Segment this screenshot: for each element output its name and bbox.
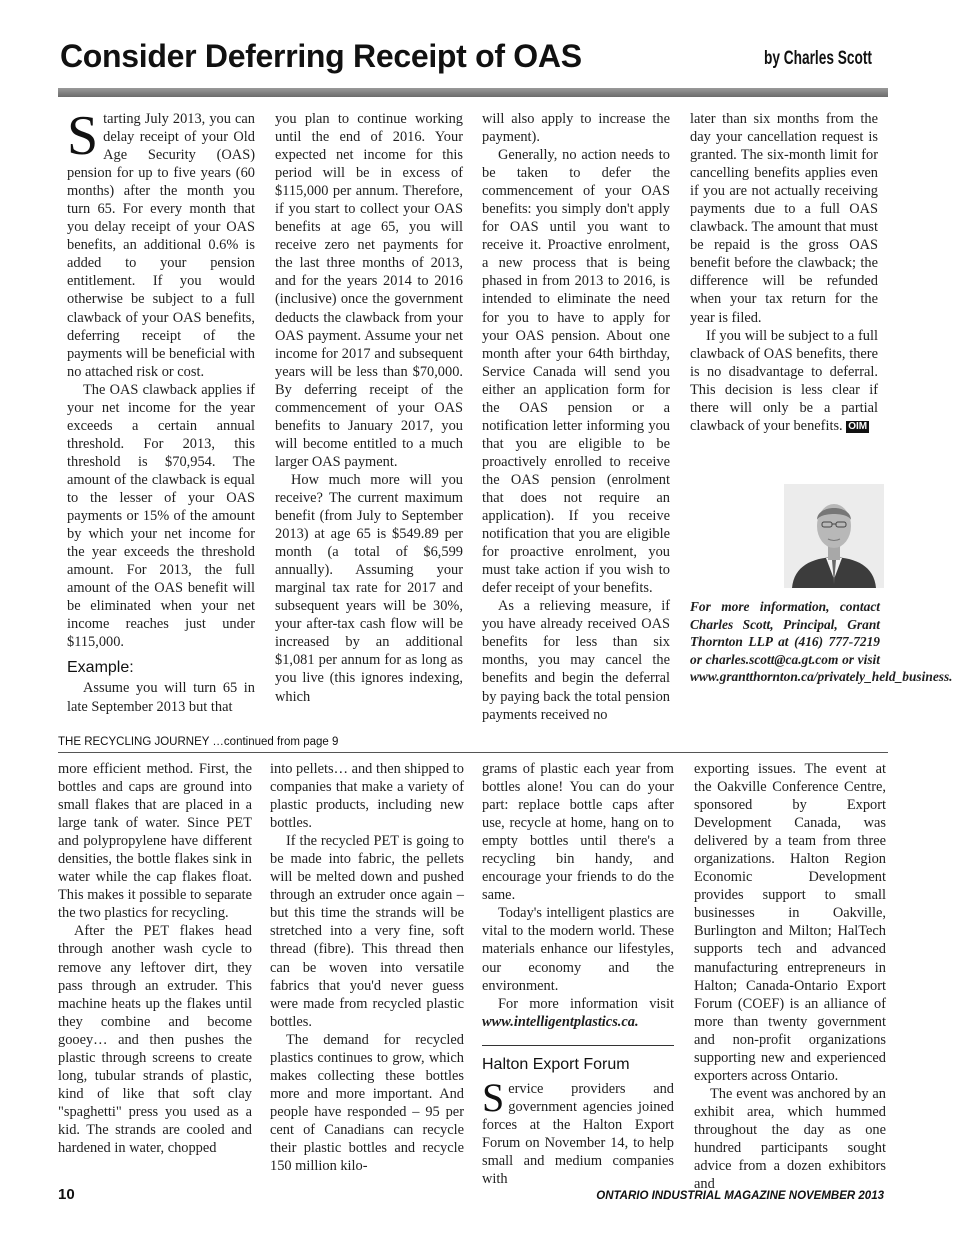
paragraph: How much more will you receive? The current maximum benefit (from July to September 2013) at age 65 is $549.89 per month (a total of $6,599 annually). Assuming your marginal tax rate for 2017 and subsequent years will be 30%, your after-tax cash flow will be increased by an additional $1,081 per annum for as long as you live (this ignores indexing, which — [275, 471, 463, 705]
oas-column-2 — [275, 110, 463, 706]
paragraph: Generally, no action needs to be taken to defer the commencement of your OAS benefits: you simply don't apply for OAS until you want to receive it. Proactive enrolment, a new process that is being phased in from 2013 to 2016, is intended to eliminate the need for you to have to apply for your OAS pension. About one month after your 64th birthday, Service Canada will send you either an application form for the OAS pension or a notification letter informing you that you are eligible to be proactively enrolled to receive the OAS pension (enrolment that does not require an application). If you receive notification that you are eligible for proactive enrolment, you must take action if you wish to defer receipt of your benefits. — [482, 147, 670, 597]
drop-cap: S — [482, 1074, 505, 1120]
halton-column-4 — [694, 760, 886, 1193]
paragraph: If you will be subject to a full clawback of OAS benefits, there is no disadvantage to deferral. This decision is less clear if there will only be a partial clawback of your benefits. — [690, 327, 878, 434]
section-rule — [482, 1045, 674, 1046]
title-rule — [58, 88, 888, 97]
author-photo — [784, 484, 884, 588]
paragraph: Assume you will turn 65 in late September 2013 but that — [67, 680, 255, 715]
paragraph: will also apply to increase the payment). — [482, 111, 670, 146]
halton-heading: Halton Export Forum — [482, 1055, 630, 1073]
recycling-column-1 — [58, 760, 252, 1157]
page-title: Consider Deferring Receipt of OAS — [60, 38, 582, 74]
publication-footer: ONTARIO INDUSTRIAL MAGAZINE NOVEMBER 2013 — [596, 1190, 884, 1202]
paragraph: grams of plastic each year from bottles alone! You can do your part: replace bottle caps after use, recycle at home, hang on to empty bottles until there's a recycling bin handy, and encourage your friends to do the same. — [482, 761, 674, 904]
paragraph: The OAS clawback applies if your net income for the year exceeds a certain annual threshold. For 2013, this threshold is $70,954. The amount of the clawback is equal to the lesser of your OAS payments or 15% of the amount by which your net income for the year exceeds the threshold amount. For 2013, the full amount of the OAS benefit will be eliminated when your net income reaches just under $115,000. — [67, 381, 255, 651]
section-divider — [58, 752, 888, 753]
drop-cap: S — [67, 105, 99, 167]
portrait-photo-icon — [784, 484, 884, 588]
continued-header: THE RECYCLING JOURNEY …continued from page 9 — [58, 736, 339, 748]
paragraph: The event was anchored by an exhibit area, which hummed throughout the day as one hundred participants sought advice from a dozen exhibitors and — [694, 1085, 886, 1193]
paragraph: The demand for recycled plastics continues to grow, which makes collecting these bottles more and more important. And people have responded – 95 per cent of Canadians can recycle their plastic bottles and recycle 150 million kilo- — [270, 1031, 464, 1175]
recycling-column-2 — [270, 760, 464, 1175]
paragraph: Today's intelligent plastics are vital to the modern world. These materials enhance our lifestyles, our economy and the environment. — [482, 905, 674, 994]
paragraph: After the PET flakes head through another wash cycle to remove any leftover dirt, they pass through an extruder. This machine heats up the flakes until they combine and become gooey… and then pushes the plastic through screens to create long, tubular strands of plastic, kind of like that soft clay "spaghetti" press you used as a kid. The strands are cooled and hardened in water, chopped — [58, 923, 252, 1156]
page-number: 10 — [58, 1186, 75, 1203]
paragraph: As a relieving measure, if you have already received OAS benefits for less than six months, you may cancel the benefits and begin the deferral by paying back the total pension payments received no — [482, 598, 670, 723]
oas-column-1 — [67, 105, 255, 716]
website-link[interactable]: www.intelligentplastics.ca. — [482, 1013, 639, 1030]
paragraph: exporting issues. The event at the Oakville Conference Centre, sponsored by Export Development Canada, was delivered by a team from three organizations. Halton Region Economic Development provides support to small businesses in Oakville, Burlington and Milton; HalTech supports tech and advanced manufacturing entrepreneurs in Halton; Canada-Ontario Export Forum (COEF) is an alliance of more than twenty government and non-profit organizations supporting new and experienced exporters across Ontario. — [694, 761, 886, 1084]
paragraph: you plan to continue working until the end of 2016. Your expected net income for this period will be in excess of $115,000 per annum. Therefore, if you start to collect your OAS benefits at age 65, you will receive zero net payments for the last three months of 2013, and for the years 2014 to 2016 (inclusive) once the government deducts the clawback from your OAS payment. Assume your net income for 2017 and subsequent years will be less than $70,000. By deferring receipt of the commencement of your OAS benefits to January 2017, you will become entitled to a much larger OAS payment. — [275, 111, 463, 470]
contact-info: For more information, contact Charles Scott, Principal, Grant Thornton LLP at (416) 777-7219 or charles.scott@ca.gt.com or visit www.grantthornton.ca/privately_held_business. — [690, 599, 953, 685]
paragraph: If the recycled PET is going to be made into fabric, the pellets will be melted down and pushed through an extruder once again – but this time the strands will be stretched into a very fine, soft thread (fibre). This thread then can be woven into versatile fabrics that you'd never guess were made from recycled plastic bottles. — [270, 833, 464, 1030]
paragraph: into pellets… and then shipped to companies that make a variety of plastic products, including new bottles. — [270, 761, 464, 832]
paragraph: For more information visit — [498, 995, 674, 1012]
oas-column-3 — [482, 110, 670, 724]
paragraph: tarting July 2013, you can delay receipt of your Old Age Security (OAS) pension for up to five years (60 months) after the month you turn 65. For every month that you delay receipt of your OAS benefits, an additional 0.6% is added to your pension entitlement. If you would otherwise be subject to a full clawback of your OAS benefits, deferring receipt of the payments will be beneficial with no attached risk or cost. — [67, 111, 255, 380]
recycling-column-3 — [482, 760, 674, 1188]
oas-column-4 — [690, 110, 878, 435]
paragraph: ervice providers and government agencies joined forces at the Halton Export Forum on November 14, to help small and medium companies with — [482, 1080, 674, 1187]
example-heading: Example: — [67, 659, 134, 677]
paragraph: more efficient method. First, the bottles and caps are ground into small flakes that are placed in a large tank of water. Since PET and polypropylene have different densities, the bottle flakes sink in water while the cap flakes float. This makes it possible to separate the two plastics for recycling. — [58, 761, 252, 922]
paragraph: later than six months from the day your cancellation request is granted. The six-month limit for cancelling benefits applies even if you are not actually receiving payments due to a full OAS clawback. The amount that must be repaid is the gross OAS benefit before the clawback; the difference will be refunded when your tax return for the year is filed. — [690, 111, 878, 326]
end-mark: OIM — [848, 420, 868, 432]
byline: by Charles Scott — [764, 48, 872, 69]
